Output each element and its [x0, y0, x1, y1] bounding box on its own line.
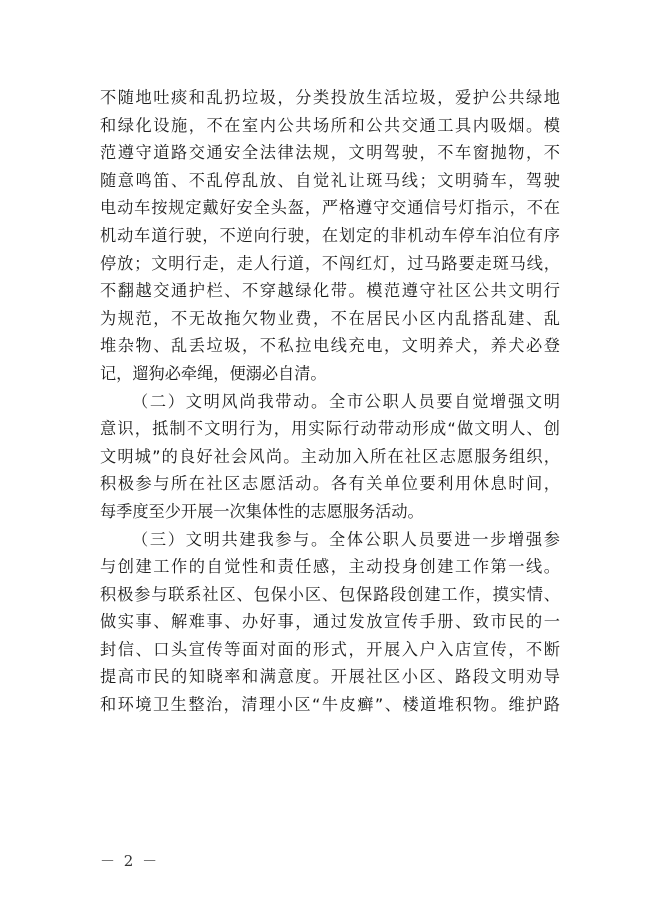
text-line: 积极参与联系社区、包保小区、包保路段创建工作，摸实情、	[100, 584, 560, 604]
text-line: 机动车道行驶，不逆向行驶，在划定的非机动车停车泊位有序	[100, 225, 560, 245]
text-line: 提高市民的知晓率和满意度。开展社区小区、路段文明劝导	[100, 667, 560, 687]
text-line: 为规范，不无故拖欠物业费，不在居民小区内乱搭乱建、乱	[100, 308, 560, 328]
text-line: 文明城”的良好社会风尚。主动加入所在社区志愿服务组织，	[100, 446, 560, 466]
text-line: 不翻越交通护栏、不穿越绿化带。模范遵守社区公共文明行	[100, 281, 560, 301]
text-line: 与创建工作的自觉性和责任感，主动投身创建工作第一线。	[100, 557, 560, 577]
text-line: 做实事、解难事、办好事，通过发放宣传手册、致市民的一	[100, 612, 560, 632]
text-line: 和环境卫生整治，清理小区“牛皮癣”、楼道堆积物。维护路	[100, 695, 560, 715]
section-heading-line: （二）文明风尚我带动。全市公职人员要自觉增强文明	[132, 391, 560, 411]
text-line: 每季度至少开展一次集体性的志愿服务活动。	[100, 501, 424, 521]
text-line: 范遵守道路交通安全法律法规，文明驾驶，不车窗抛物，不	[100, 143, 560, 163]
text-line: 意识，抵制不文明行为，用实际行动带动形成“做文明人、创	[100, 419, 560, 439]
text-line: 堆杂物、乱丢垃圾，不私拉电线充电，文明养犬，养犬必登	[100, 336, 560, 356]
section-heading-line: （三）文明共建我参与。全体公职人员要进一步增强参	[132, 529, 560, 549]
text-line: 记，遛狗必牵绳，便溺必自清。	[100, 363, 327, 383]
text-line: 停放；文明行走，走人行道，不闯红灯，过马路要走斑马线，	[100, 253, 560, 273]
text-line: 和绿化设施，不在室内公共场所和公共交通工具内吸烟。模	[100, 115, 560, 135]
body-text	[100, 84, 560, 719]
page-number: － 2 －	[100, 852, 160, 870]
text-line: 随意鸣笛、不乱停乱放、自觉礼让斑马线；文明骑车，驾驶	[100, 170, 560, 190]
text-line: 封信、口头宣传等面对面的形式，开展入户入店宣传，不断	[100, 639, 560, 659]
text-line: 积极参与所在社区志愿活动。各有关单位要利用休息时间，	[100, 474, 560, 494]
text-line: 不随地吐痰和乱扔垃圾，分类投放生活垃圾，爱护公共绿地	[100, 88, 560, 107]
text-line: 电动车按规定戴好安全头盔，严格遵守交通信号灯指示，不在	[100, 198, 560, 218]
